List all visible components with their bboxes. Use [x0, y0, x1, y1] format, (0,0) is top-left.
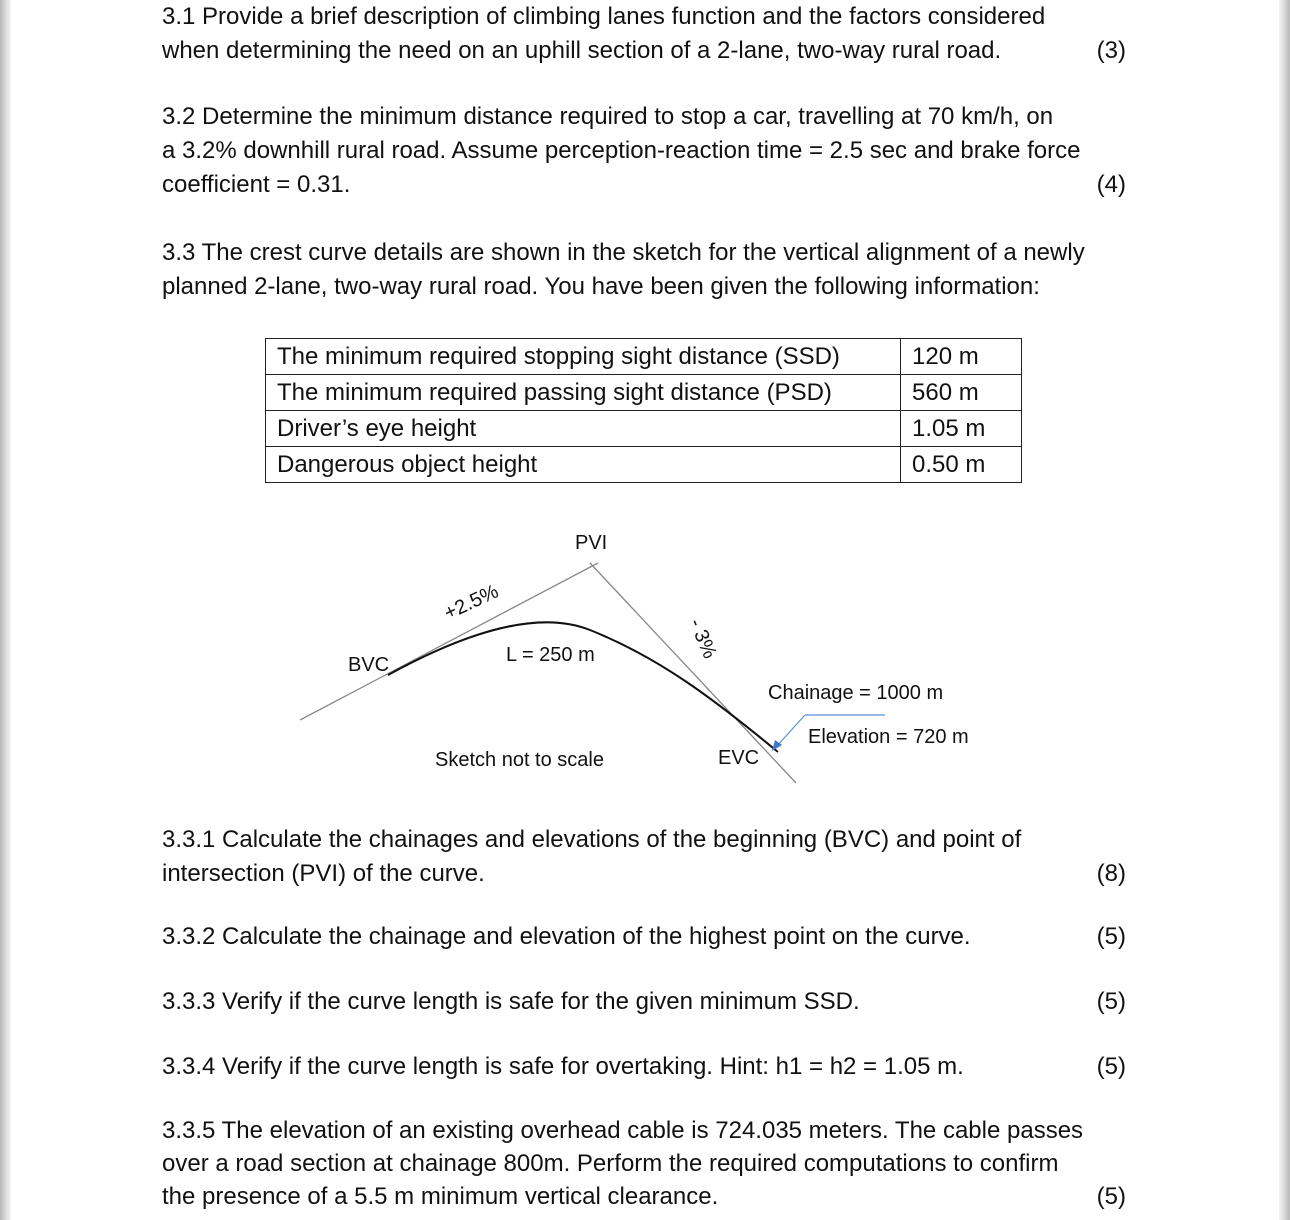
bvc-label: BVC [348, 654, 390, 676]
question-3-2-marks: (4) [1096, 171, 1126, 198]
question-3-3-3-text: 3.3.3 Verify if the curve length is safe for the given minimum SSD. [162, 988, 860, 1015]
question-3-3-2 [162, 920, 1126, 954]
question-3-3-1-line-2: intersection (PVI) of the curve. [162, 860, 485, 887]
question-3-3-5-line-3: the presence of a 5.5 m minimum vertical clearance. [162, 1183, 719, 1210]
approach-grade-line [300, 563, 598, 720]
pvi-label: PVI [575, 532, 608, 554]
question-3-3-line-1: 3.3 The crest curve details are shown in the sketch for the vertical alignment of a newly [162, 239, 1085, 266]
question-3-3-1-line-1: 3.3.1 Calculate the chainages and elevations of the beginning (BVC) and point of [162, 826, 1022, 853]
question-3-2-line-1: 3.2 Determine the minimum distance required to stop a car, travelling at 70 km/h, on [162, 103, 1054, 130]
question-3-3-4-text: 3.3.4 Verify if the curve length is safe for overtaking. Hint: h1 = h2 = 1.05 m. [162, 1053, 964, 1080]
table-cell-value: 560 m [901, 375, 1022, 411]
table-cell-parameter: The minimum required stopping sight distance (SSD) [266, 339, 901, 375]
question-3-3-4-marks: (5) [1096, 1053, 1126, 1080]
question-3-3-2-marks: (5) [1096, 923, 1126, 950]
leader-line [776, 715, 805, 747]
question-3-2-line-3: coefficient = 0.31. [162, 171, 351, 198]
question-3-3-3-marks: (5) [1096, 988, 1126, 1015]
question-3-1-line-2: when determining the need on an uphill section of a 2-lane, two-way rural road. [162, 37, 1002, 64]
crest-curve [388, 622, 778, 752]
question-3-3-5-line-2: over a road section at chainage 800m. Perform the required computations to confirm [162, 1150, 1059, 1177]
question-3-3-5-line-1: 3.3.5 The elevation of an existing overhead cable is 724.035 meters. The cable passes [162, 1117, 1084, 1144]
table-cell-parameter: Driver’s eye height [266, 411, 901, 447]
question-3-1-marks: (3) [1096, 37, 1126, 64]
table-cell-value: 120 m [901, 339, 1022, 375]
question-3-3-3 [162, 985, 1126, 1019]
curve-length-label: L = 250 m [506, 644, 595, 666]
question-3-3-1-marks: (8) [1096, 860, 1126, 887]
question-3-3-5 [162, 1114, 1126, 1213]
chainage-label: Chainage = 1000 m [768, 682, 944, 704]
question-3-3-4 [162, 1050, 1126, 1084]
table-cell-value: 0.50 m [901, 447, 1022, 483]
question-3-2-line-2: a 3.2% downhill rural road. Assume perception-reaction time = 2.5 sec and brake force [162, 137, 1081, 164]
question-3-3-1 [162, 823, 1126, 891]
question-3-3-5-marks: (5) [1096, 1183, 1126, 1210]
table-cell-value: 1.05 m [901, 411, 1022, 447]
question-3-3-line-2: planned 2-lane, two-way rural road. You have been given the following information: [162, 273, 1040, 300]
grade-up-label: +2.5% [440, 580, 503, 625]
elevation-label: Elevation = 720 m [808, 726, 969, 748]
grade-down-label: - 3% [684, 615, 721, 662]
evc-label: EVC [718, 747, 760, 769]
table-cell-parameter: Dangerous object height [266, 447, 901, 483]
question-3-1-line-1: 3.1 Provide a brief description of climbing lanes function and the factors considered [162, 3, 1046, 30]
not-to-scale-note: Sketch not to scale [435, 749, 604, 771]
question-3-3-2-text: 3.3.2 Calculate the chainage and elevation of the highest point on the curve. [162, 923, 971, 950]
departure-grade-line [590, 563, 796, 783]
table-cell-parameter: The minimum required passing sight distance (PSD) [266, 375, 901, 411]
